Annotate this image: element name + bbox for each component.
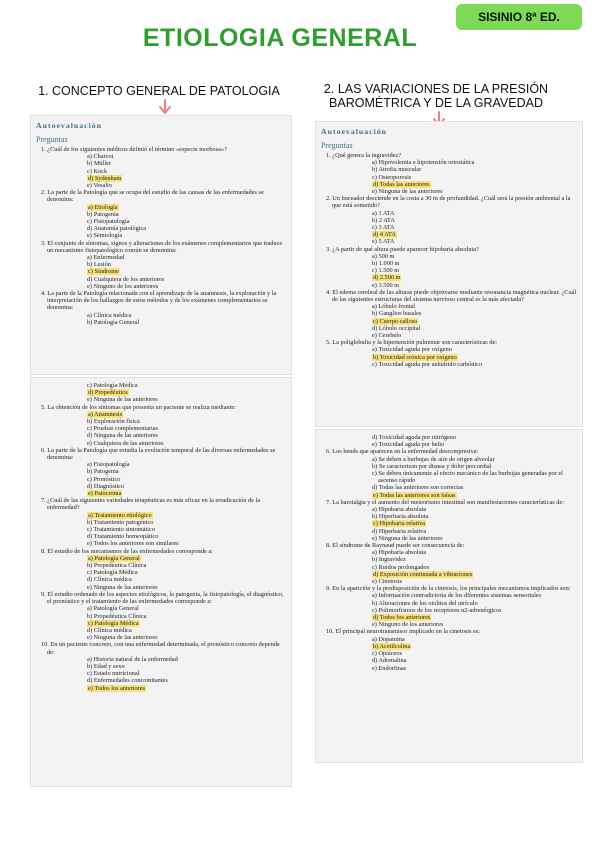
option-label: c) Toxicidad aguda por anhídrido carbónico [372,360,483,368]
option-label: b) 1.000 m [372,260,400,268]
question-text: 1. ¿Cuál de los siguientes médicos definió el término «especie morbosa»? [41,146,227,153]
answer-option [320,224,578,231]
option-label: c) Osteoporosis [372,173,412,181]
option-label: d) Hiperbaria relativa [372,527,427,535]
answer-option [35,232,287,239]
option-label: d) Sydenham [88,174,122,182]
answer-option [35,382,287,389]
answer-option [320,166,578,173]
option-label: d) Diagnóstico [87,482,125,490]
answer-option-correct [320,492,578,499]
answer-option-correct [35,411,287,418]
option-label: e) 5 ATA [372,238,395,246]
panel-subheader: Preguntas [36,135,68,144]
panel-header: Autoevaluación [321,127,387,136]
question-text: 4. La parte de la Patología relacionada con el aprendizaje de la anamnesis, la exploración y la interpretación de los hallazgos de estos métodos y de los exámenes complementarios se denomina: [41,290,277,312]
option-label: d) Propedéutica [88,389,128,397]
option-label: a) 1 ATA [372,209,395,217]
answer-option [320,253,578,260]
left-bottom-panel [30,377,292,787]
option-label: c) 1.500 m [372,267,400,275]
answer-option [320,621,578,628]
answer-option [35,540,287,547]
answer-option-correct [35,204,287,211]
option-label: b) Atrofia muscular [372,166,422,174]
answer-option [35,425,287,432]
answer-option [35,627,287,634]
option-label: c) Estado nutricional [87,670,140,678]
option-label: a) Tratamiento etiológico [88,511,152,519]
option-label: b) Se caracterizan por disnea y dolor precordial [372,462,492,470]
answer-option [320,657,578,664]
arrow-down-icon [158,99,172,115]
answer-option [35,211,287,218]
answer-option [320,650,578,657]
option-label: b) Alteraciones de los otolitos del utrículo [372,599,478,607]
option-label: e) Ninguna de las anteriores [372,188,443,196]
answer-option [320,549,578,556]
answer-option [35,261,287,268]
answer-option [320,260,578,267]
answer-option [35,576,287,583]
edition-badge: SISINIO 8ª ED. [456,4,582,30]
answer-option [35,432,287,439]
answer-option [35,312,287,319]
option-label: d) Exposición continuada a vibraciones [373,570,473,578]
option-label: c) Patología Médica [87,569,138,577]
answer-option [320,506,578,513]
section1-heading: 1. CONCEPTO GENERAL DE PATOLOGIA [38,84,280,98]
option-label: a) Información contradictoria de los diferentes sistemas sensoriales [372,592,542,600]
option-label: e) Patocronia [88,490,122,498]
option-label: c) Se deben únicamente al efecto mecánico de las burbujas generadas por el ascenso rápido [372,470,563,485]
option-label: e) Ninguna de las anteriores [87,583,158,591]
option-label: b) Ganglios basales [372,310,422,318]
question-list [35,382,287,692]
answer-option [35,613,287,620]
answer-option [320,513,578,520]
section2-heading [314,82,558,110]
answer-option [320,600,578,607]
option-label: e) Vesalio [87,182,112,190]
answer-option-correct [35,685,287,692]
question-list [320,434,578,672]
answer-option [320,303,578,310]
answer-option [35,605,287,612]
option-label: c) Polimorfismos de los receptores α2-adrenérgicos [372,606,502,614]
answer-option [35,440,287,447]
option-label: e) Cualquiera de las anteriores [87,439,164,447]
answer-option [35,254,287,261]
answer-option [35,526,287,533]
option-label: c) Kock [87,167,108,175]
answer-option [35,182,287,189]
option-label: a) Historia natural de la enfermedad [87,655,178,663]
answer-option [320,470,578,484]
option-label: e) Todas las anteriores son falsas [373,491,456,499]
answer-option-correct [35,389,287,396]
option-label: d) Enfermedades concomitantes [87,677,168,685]
answer-option-correct [35,555,287,562]
answer-option [320,282,578,289]
option-label: d) Lóbulo occipital [372,324,421,332]
option-label: d) Adrenalina [372,657,407,665]
answer-option [35,677,287,684]
answer-option-correct [320,520,578,527]
option-label: b) Propedéutica Clínica [87,612,147,620]
option-label: a) Clínica médica [87,311,132,319]
answer-option-correct [320,181,578,188]
question-list [320,152,578,368]
answer-option [35,656,287,663]
answer-option [320,556,578,563]
question-text: 6. La parte de la Patología que estudia la evolución temporal de las diversas enfermedades se denomina: [41,446,276,462]
answer-option [320,592,578,599]
option-label: c) Síndrome [88,268,119,276]
option-label: d) 4 ATA [373,231,396,239]
option-label: b) Hiperbaria absoluta [372,513,429,521]
question-text: 1. ¿Qué genera la ingravidez? [326,152,401,159]
answer-option [320,159,578,166]
option-label: a) Hipobaria absoluta [372,506,427,514]
answer-option [35,562,287,569]
option-label: d) Cualquiera de los anteriores [87,275,165,283]
answer-option-correct [320,643,578,650]
answer-option [320,665,578,672]
option-label: a) Hipovolemia e hipotensión ortostática [372,159,475,167]
answer-option [320,456,578,463]
option-label: d) Todos los anteriores [373,614,431,622]
question-text: 7. ¿Cuál de las siguientes variedades terapéuticas es más eficaz en la erradicación de la enfermedad? [41,497,261,512]
answer-option [35,483,287,490]
answer-option [320,210,578,217]
question-text: 5. La poliglobulia y la hipertensión pulmonar son características de: [326,339,498,347]
option-label: c) Patología Médica [88,619,139,627]
option-label: e) Ninguna de las anteriores [87,396,158,404]
option-label: a) Anamnesis [88,410,123,418]
option-label: b) Patogenia [87,468,119,476]
question-text: 8. El síndrome de Raynaud puede ser consecuencia de: [326,542,465,550]
answer-option [320,267,578,274]
question-list [35,146,287,326]
question-text: 2. La parte de la Patología que se ocupa del estudio de las causas de las enfermedades se denomina: [41,189,264,204]
option-label: d) Toxicidad aguda por nitrógeno [372,434,457,441]
option-label: b) Propedéutica Clínica [87,562,147,570]
option-label: a) Charcot [87,153,114,161]
option-label: e) Ninguno de los anteriores [372,621,444,629]
option-label: b) Tratamiento patogénico [87,518,154,526]
answer-option [320,535,578,542]
option-label: c) Pronóstico [87,475,121,483]
question-text: 2. Un buceador desciende en la costa a 30 m de profundidad. ¿Cuál será la presión ambiental a la que está sometido? [326,195,571,210]
answer-option [35,218,287,225]
answer-option [320,361,578,368]
answer-option [320,310,578,317]
option-label: c) Patología Médica [87,382,138,389]
answer-option-correct [320,274,578,281]
answer-option [35,533,287,540]
option-label: b) 2 ATA [372,216,395,224]
option-label: b) Edad y sexo [87,662,125,670]
option-label: a) Hipobaria absoluta [372,549,427,557]
answer-option-correct [35,175,287,182]
option-label: e) Ninguna de las anteriores [87,634,158,642]
answer-option [35,663,287,670]
option-label: a) Se deben a burbujas de aire de origen alveolar [372,455,495,463]
option-label: d) Tratamiento homeopático [87,533,159,541]
question-text: 9. El estudio ordenado de los aspectos etiológicos, la patogenia, la fisiopatología, el diagnóstico, el pronóstico y el tratamiento de las enfermedades corresponde a: [41,590,284,606]
option-label: b) Müller [87,160,111,168]
answer-option [320,441,578,448]
left-top-panel [30,115,292,375]
option-label: d) Anatomía patológica [87,225,147,233]
question-text: 5. La obtención de los síntomas que presenta un paciente se realiza mediante: [41,403,236,411]
answer-option [35,468,287,475]
option-label: b) Acetilcolina [373,642,411,650]
panel-header: Autoevaluación [36,121,102,130]
question-text: 4. El edema cerebral de las alturas puede objetivarse mediante resonancia magnética nuclear. ¿Cuál de las siguientes estructuras del sistema nervioso central es la más afectada? [326,288,577,304]
option-label: e) Todos los anteriores son similares [87,540,179,548]
answer-option [320,636,578,643]
option-label: b) Exploración física [87,418,140,426]
option-label: d) Clínica médica [87,576,132,584]
option-label: e) Toxicidad aguda por helio [372,441,445,449]
option-label: b) Ingravidez [372,556,406,564]
answer-option [35,276,287,283]
answer-option-correct [35,620,287,627]
option-label: a) Enfermedad [87,254,125,262]
section2-heading-line1: 2. LAS VARIACIONES DE LA PRESIÓN [323,82,549,96]
answer-option [35,396,287,403]
section2-heading-line2: BAROMÉTRICA Y DE LA GRAVEDAD [329,96,543,110]
answer-option [35,584,287,591]
answer-option [35,168,287,175]
option-label: a) Lóbulo frontal [372,303,416,311]
answer-option [320,188,578,195]
answer-option-correct [320,318,578,325]
option-label: a) Toxicidad aguda por oxígeno [372,346,452,354]
option-label: e) 3.500 m [372,281,400,289]
option-label: a) Fisiopatología [87,461,130,469]
answer-option [35,153,287,160]
answer-option [320,346,578,353]
answer-option [320,528,578,535]
answer-option-correct [320,614,578,621]
option-label: a) Dopamina [372,635,405,643]
answer-option [320,463,578,470]
question-text: 3. El conjunto de síntomas, signos y alteraciones de los exámenes complementarios que traduce un mecanismo fisiopatológico común se denomina: [41,239,283,254]
option-label: d) Todas las anteriores son correctas [372,484,464,492]
question-text: 3. ¿A partir de qué altura puede aparecer hipobaria absoluta? [326,245,479,253]
option-label: e) Ninguno de los anteriores [87,282,159,290]
answer-option-correct [320,231,578,238]
question-text: 9. En la aparición y la predisposición de la cinetosis, los principales mecanismos implicados son: [326,585,571,593]
option-label: b) Patogenia [87,210,119,218]
answer-option [320,174,578,181]
option-label: c) Hipobaria relativa [373,520,426,528]
option-label: a) Patología General [87,605,139,613]
panel-subheader: Preguntas [321,141,353,150]
question-text: 7. La barotalgia y el aumento del meteorismo intestinal son manifestaciones características de: [326,498,564,506]
answer-option-correct [35,512,287,519]
answer-option [35,634,287,641]
option-label: c) Opiáceos [372,650,402,658]
option-label: e) Todos los anteriores [88,684,145,692]
option-label: b) Toxicidad crónica por oxígeno [373,353,457,361]
answer-option [35,519,287,526]
option-label: b) Lesión [87,261,111,269]
question-text: 6. Los bends que aparecen en la enfermedad descompresiva: [326,448,479,456]
answer-option [35,476,287,483]
option-label: a) Patología General [88,554,140,562]
option-label: c) Pruebas complementarias [87,425,158,433]
option-label: c) Ruidos prolongados [372,563,430,571]
question-text: 10. En un paciente concreto, con una enfermedad determinada, el pronóstico concreto depende de: [41,641,280,656]
option-label: d) Todas las anteriores [373,180,430,188]
option-label: c) Cuerpo calloso [373,317,418,325]
answer-option [320,325,578,332]
answer-option [320,578,578,585]
option-label: c) 3 ATA [372,224,395,232]
answer-option-correct [320,571,578,578]
option-label: d) 2.500 m [373,274,401,282]
answer-option-correct [35,268,287,275]
option-label: e) Semiología [87,232,123,240]
answer-option [35,283,287,290]
option-label: b) Patología General [87,318,140,326]
answer-option [320,238,578,245]
option-label: a) Etiología [88,203,118,211]
answer-option [35,569,287,576]
question-text: 8. El estudio de los mecanismos de las enfermedades corresponde a: [41,547,213,555]
option-label: e) Endorfinas [372,664,407,672]
answer-option-correct [320,354,578,361]
right-top-panel [315,121,583,427]
answer-option [320,484,578,491]
option-label: c) Tratamiento sintomático [87,526,155,534]
option-label: d) Ninguna de las anteriores [87,432,158,440]
option-label: d) Clínica médica [87,626,132,634]
option-label: e) Cerebelo [372,332,402,340]
answer-option [35,461,287,468]
option-label: a) 500 m [372,252,395,260]
answer-option [35,225,287,232]
question-text: 10. El principal neurotransmisor implicado en la cinetosis es: [326,628,481,636]
right-bottom-panel [315,429,583,763]
answer-option [320,564,578,571]
option-label: e) Ninguna de las anteriores [372,534,443,542]
answer-option [320,217,578,224]
answer-option-correct [35,490,287,497]
option-label: e) Cinetosis [372,578,402,586]
option-label: c) Fisiopatología [87,218,130,226]
answer-option [35,160,287,167]
answer-option [35,418,287,425]
answer-option [35,670,287,677]
answer-option [35,319,287,326]
answer-option [320,607,578,614]
answer-option [320,434,578,441]
page-title: ETIOLOGIA GENERAL [142,24,418,52]
answer-option [320,332,578,339]
